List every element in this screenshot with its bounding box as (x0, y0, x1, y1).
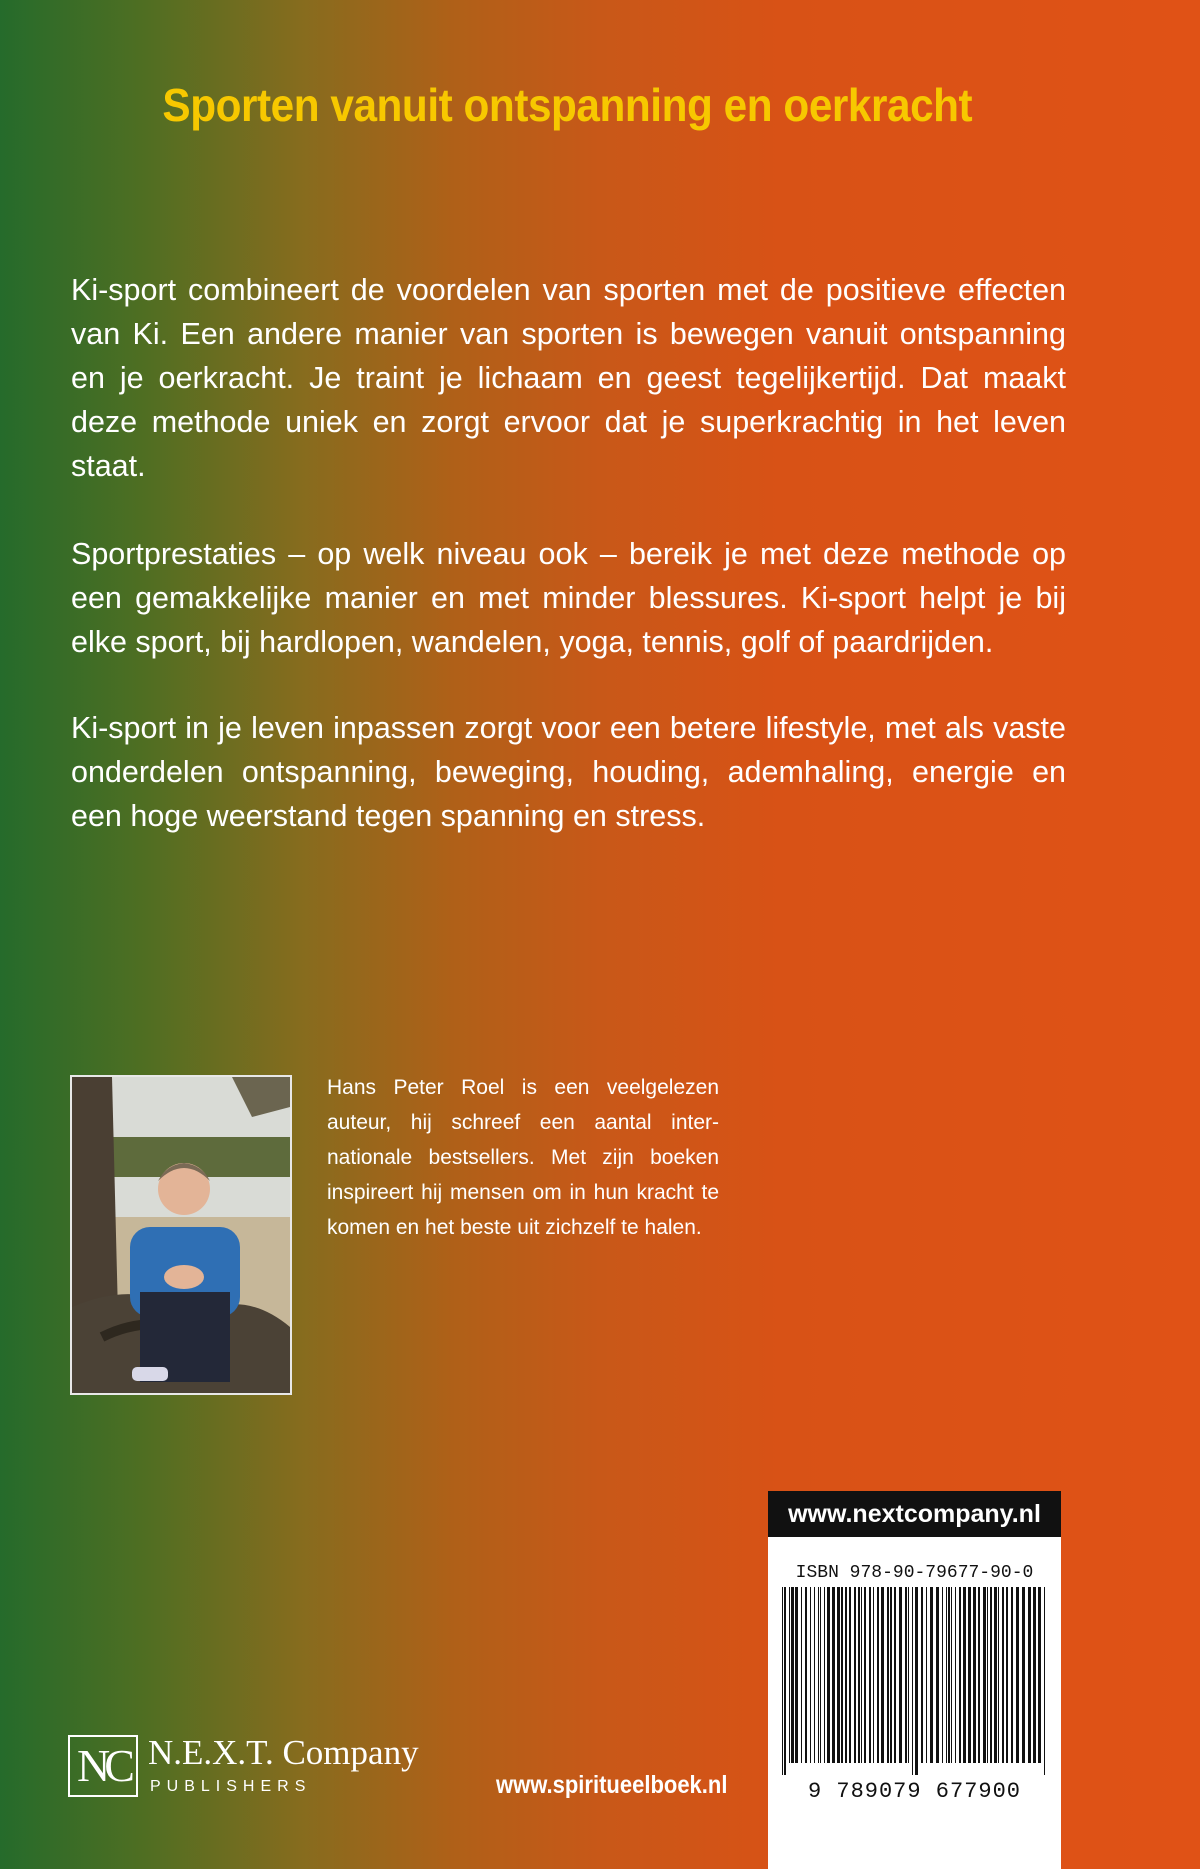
publisher-subtitle: PUBLISHERS (150, 1778, 312, 1795)
isbn-text: ISBN 978-90-79677-90-0 (795, 1563, 1034, 1583)
blurb-paragraph-1: Ki-sport combineert de voordelen van sporten met de positieve effecten van Ki. Een andere manier van sporten is bewegen vanuit ontspanning en je oerkracht. Je traint je lichaam en geest tegelijkertijd. Dat maakt deze methode uniek en zorgt ervoor dat je superkrachtig in het leven staat. (71, 273, 1066, 483)
blurb-paragraph-3: Ki-sport in je leven inpassen zorgt voor een betere lifestyle, met als vaste onderdelen ontspanning, beweging, houding, ademhaling, energie en een hoge weerstand tegen spanning en stress. (71, 711, 1066, 833)
blurb-paragraph-2: Sportprestaties – op welk niveau ook – bereik je met deze methode op een gemakkelijke manier en met minder blessures. Ki-sport helpt je bij elke sport, bij hardlopen, wandelen, yoga, tennis, golf of paardrijden. (71, 537, 1066, 659)
author-photo (70, 1075, 292, 1395)
publisher-name: N.E.X.T. Company (148, 1733, 419, 1772)
publisher-url-label: www.nextcompany.nl (768, 1491, 1061, 1537)
barcode-panel (768, 1537, 1061, 1869)
author-bio: Hans Peter Roel is een veelgelezen auteur, hij schreef een aantal internationale bestsellers. Met zijn boeken inspireert hij mensen om in hun kracht te komen en het beste uit zichzelf te halen. (327, 1076, 719, 1239)
barcode-digits: 9 789079 677900 (807, 1779, 1022, 1804)
website-url: www.spiritueelboek.nl (496, 1771, 728, 1799)
publisher-logo-icon: NC (68, 1735, 138, 1797)
barcode-icon (780, 1587, 1049, 1775)
book-title: Sporten vanuit ontspanning en oerkracht (162, 79, 973, 131)
